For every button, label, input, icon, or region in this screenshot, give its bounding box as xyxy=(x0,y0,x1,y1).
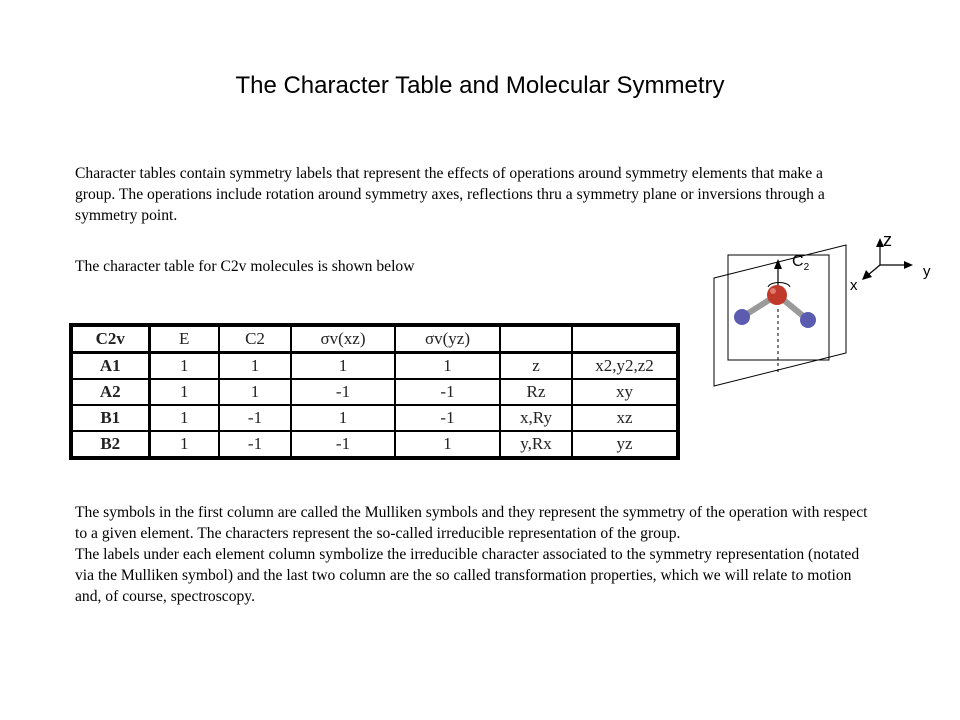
x-axis-line xyxy=(868,265,880,275)
table-cell: -1 xyxy=(395,405,500,431)
outro-paragraph xyxy=(75,502,875,607)
header-cell-linear xyxy=(500,327,572,352)
axis-label-y: y xyxy=(923,263,931,280)
table-row xyxy=(73,352,676,379)
header-cell-quadratic xyxy=(572,327,676,352)
slide-title: The Character Table and Molecular Symmetry xyxy=(235,72,725,99)
c2-axis-label xyxy=(792,253,809,273)
table-cell: y,Rx xyxy=(500,431,572,456)
table-cell: 1 xyxy=(219,352,291,379)
intro-text: Character tables contain symmetry labels that represent the effects of operations around symmetry elements that make a group. The operations include rotation around symmetry axes, reflections thru a symmetry plane or inversions through a symmetry point. xyxy=(75,165,825,224)
table-cell: 1 xyxy=(395,352,500,379)
table-row xyxy=(73,405,676,431)
oxygen-highlight xyxy=(770,288,776,294)
header-cell-sigma-xz: σv(xz) xyxy=(291,327,395,352)
table-cell: 1 xyxy=(291,405,395,431)
character-table xyxy=(69,323,680,460)
mulliken-symbol: A1 xyxy=(73,352,149,379)
table-cell: 1 xyxy=(395,431,500,456)
header-cell-sigma-yz: σv(yz) xyxy=(395,327,500,352)
header-cell-c2: C2 xyxy=(219,327,291,352)
table-cell: -1 xyxy=(291,379,395,405)
mulliken-symbol: B2 xyxy=(73,431,149,456)
table-cell: z xyxy=(500,352,572,379)
table-cell: -1 xyxy=(219,405,291,431)
table-cell: yz xyxy=(616,434,633,454)
table-cell: xz xyxy=(572,405,676,431)
x-axis-arrow xyxy=(862,270,872,280)
outro-text-1: The symbols in the first column are called the Mulliken symbols and they represent the symmetry of the operation with respect to a given element. The characters represent the so-called irreducible representation of the group. xyxy=(75,504,868,542)
table-cell: -1 xyxy=(395,379,500,405)
hydrogen-atom-right xyxy=(800,312,816,328)
water-molecule-diagram xyxy=(700,225,950,400)
table-cell: -1 xyxy=(219,431,291,456)
axis-label-x: x xyxy=(850,277,858,294)
oxygen-atom xyxy=(767,285,787,305)
table-header-row xyxy=(73,327,676,352)
table-cell: 1 xyxy=(149,352,219,379)
table-cell: x2,y2,z2 xyxy=(572,352,676,379)
table-cell: xy xyxy=(572,379,676,405)
header-cell-group: C2v xyxy=(73,327,149,352)
c2-axis-arrow xyxy=(774,259,782,269)
table-row xyxy=(73,379,676,405)
table-cell: 1 xyxy=(219,379,291,405)
intro-paragraph xyxy=(75,163,865,226)
y-axis-arrow xyxy=(904,261,913,269)
table-cell: 1 xyxy=(291,352,395,379)
table-cell: 1 xyxy=(149,379,219,405)
table-cell: Rz xyxy=(500,379,572,405)
axis-label-z: z xyxy=(883,230,892,250)
caption-text: The character table for C2v molecules is shown below xyxy=(75,258,415,275)
header-cell-e: E xyxy=(149,327,219,352)
table-cell: -1 xyxy=(291,431,395,456)
outro-text-2: The labels under each element column symbolize the irreducible character associated to the symmetry representation (notated via the Mulliken symbol) and the last two column are the so called transformation properties, which we will relate to motion and, of course, spectroscopy. xyxy=(75,546,860,605)
table-cell: x,Ry xyxy=(500,405,572,431)
molecule-figure xyxy=(700,225,950,400)
mulliken-symbol: A2 xyxy=(73,379,149,405)
character-table-grid xyxy=(73,327,676,456)
c2-label-main: C xyxy=(792,253,804,270)
table-cell: 1 xyxy=(149,405,219,431)
hydrogen-atom-left xyxy=(734,309,750,325)
table-cell: 1 xyxy=(149,431,219,456)
mulliken-symbol: B1 xyxy=(73,405,149,431)
c2-label-sub: 2 xyxy=(803,262,810,274)
table-row xyxy=(73,431,676,456)
